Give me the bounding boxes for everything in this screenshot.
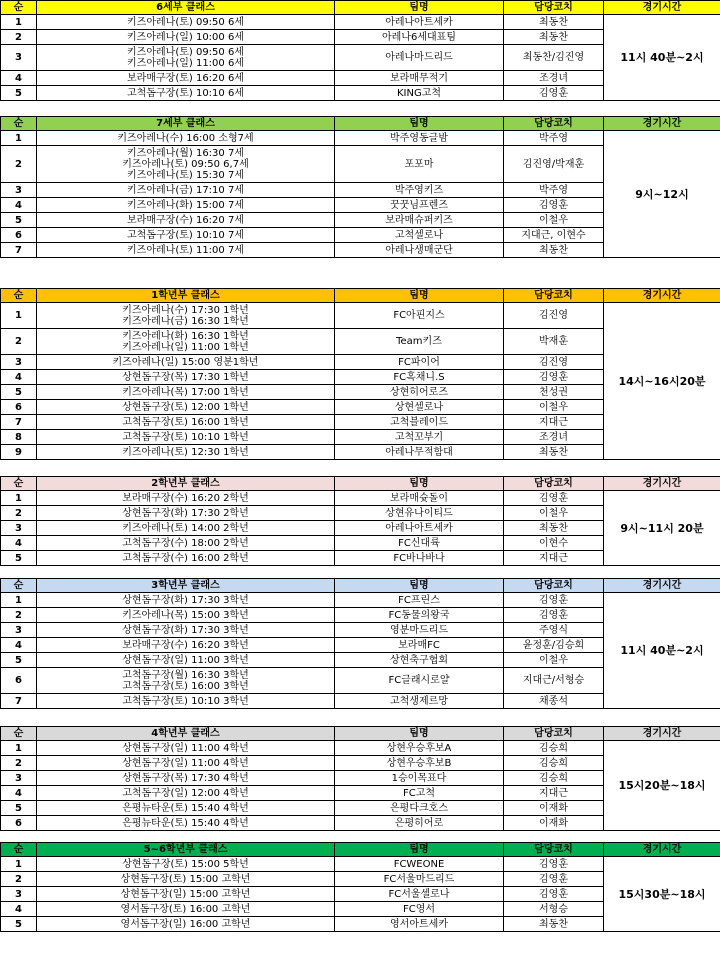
header-coach: 담당코치 bbox=[504, 289, 604, 303]
coach-name: 지대근 bbox=[504, 551, 604, 566]
class-schedule-line: 키즈아레나(금) 16:30 1학년 bbox=[122, 315, 249, 327]
class-schedule bbox=[37, 653, 335, 668]
row-number: 6 bbox=[1, 400, 37, 415]
class-schedule-line: 보라매구장(토) 16:20 6세 bbox=[127, 72, 244, 84]
class-schedule bbox=[37, 756, 335, 771]
header-time: 경기시간 bbox=[604, 1, 720, 15]
header-time: 경기시간 bbox=[604, 843, 720, 857]
class-schedule-line: 보라매구장(수) 16:20 3학년 bbox=[122, 639, 249, 651]
row-number: 4 bbox=[1, 638, 37, 653]
row-number: 2 bbox=[1, 872, 37, 887]
coach-name: 이재화 bbox=[504, 816, 604, 831]
class-block bbox=[0, 476, 720, 566]
class-schedule bbox=[37, 623, 335, 638]
coach-name: 서형승 bbox=[504, 902, 604, 917]
coach-name: 조경녀 bbox=[504, 71, 604, 86]
table-row bbox=[1, 857, 720, 872]
team-name: 박주영키즈 bbox=[335, 183, 504, 198]
coach-name: 최동찬 bbox=[504, 917, 604, 932]
coach-name: 김영훈 bbox=[504, 370, 604, 385]
row-number: 7 bbox=[1, 415, 37, 430]
row-number: 2 bbox=[1, 329, 37, 355]
header-num: 순 bbox=[1, 1, 37, 15]
header-team: 팀명 bbox=[335, 843, 504, 857]
header-num: 순 bbox=[1, 117, 37, 131]
coach-name: 김영훈 bbox=[504, 491, 604, 506]
class-schedule bbox=[37, 400, 335, 415]
team-name: 보라매슛돌이 bbox=[335, 491, 504, 506]
table-row bbox=[1, 131, 720, 146]
class-schedule bbox=[37, 917, 335, 932]
class-block bbox=[0, 0, 720, 101]
header-team: 팀명 bbox=[335, 477, 504, 491]
class-schedule bbox=[37, 491, 335, 506]
class-schedule bbox=[37, 243, 335, 258]
coach-name: 이철우 bbox=[504, 213, 604, 228]
team-name: FC신대륙 bbox=[335, 536, 504, 551]
team-name: 아레나6세대표팀 bbox=[335, 30, 504, 45]
coach-name: 김영훈 bbox=[504, 887, 604, 902]
row-number: 3 bbox=[1, 623, 37, 638]
row-number: 4 bbox=[1, 71, 37, 86]
class-schedule bbox=[37, 30, 335, 45]
block-title: 2학년부 클래스 bbox=[37, 477, 335, 491]
class-block bbox=[0, 288, 720, 460]
class-schedule bbox=[37, 608, 335, 623]
class-schedule-line: 상현돔구장(화) 17:30 3학년 bbox=[122, 624, 249, 636]
coach-name: 김승희 bbox=[504, 741, 604, 756]
row-number: 6 bbox=[1, 816, 37, 831]
class-schedule bbox=[37, 506, 335, 521]
coach-name: 박재훈 bbox=[504, 329, 604, 355]
class-schedule bbox=[37, 668, 335, 694]
team-name: 아레나무적함대 bbox=[335, 445, 504, 460]
header-team: 팀명 bbox=[335, 579, 504, 593]
row-number: 5 bbox=[1, 653, 37, 668]
header-num: 순 bbox=[1, 289, 37, 303]
team-name: KING고척 bbox=[335, 86, 504, 101]
coach-name: 지대근 bbox=[504, 786, 604, 801]
class-schedule-line: 고척돔구장(수) 18:00 2학년 bbox=[122, 537, 249, 549]
class-schedule-line: 상현돔구장(일) 11:00 3학년 bbox=[122, 654, 249, 666]
coach-name: 김진영/박재훈 bbox=[504, 146, 604, 183]
class-schedule bbox=[37, 198, 335, 213]
coach-name: 조경녀 bbox=[504, 430, 604, 445]
class-block bbox=[0, 578, 720, 709]
header-team: 팀명 bbox=[335, 727, 504, 741]
class-schedule bbox=[37, 385, 335, 400]
block-header-row bbox=[1, 727, 720, 741]
team-name: 아레나마드리드 bbox=[335, 45, 504, 71]
coach-name: 김영훈 bbox=[504, 86, 604, 101]
coach-name: 최동찬 bbox=[504, 15, 604, 30]
coach-name: 지대근, 이현수 bbox=[504, 228, 604, 243]
class-schedule-line: 키즈아레나(토) 14:00 2학년 bbox=[122, 522, 249, 534]
team-name: 보라매무적기 bbox=[335, 71, 504, 86]
coach-name: 김진영 bbox=[504, 303, 604, 329]
class-schedule-line: 키즈아레나(수) 16:00 소형7세 bbox=[117, 132, 254, 144]
coach-name: 최동찬 bbox=[504, 521, 604, 536]
row-number: 7 bbox=[1, 694, 37, 709]
class-schedule bbox=[37, 536, 335, 551]
row-number: 7 bbox=[1, 243, 37, 258]
team-name: FC혹채니.S bbox=[335, 370, 504, 385]
row-number: 5 bbox=[1, 86, 37, 101]
header-time: 경기시간 bbox=[604, 727, 720, 741]
team-name: FC바나바나 bbox=[335, 551, 504, 566]
class-schedule bbox=[37, 415, 335, 430]
row-number: 4 bbox=[1, 198, 37, 213]
class-schedule bbox=[37, 593, 335, 608]
class-schedule-line: 키즈아레나(토) 09:50 6세 bbox=[127, 16, 244, 28]
team-name: 고척생제르망 bbox=[335, 694, 504, 709]
block-title: 6세부 클래스 bbox=[37, 1, 335, 15]
class-schedule-line: 키즈아레나(화) 15:00 7세 bbox=[127, 199, 244, 211]
class-schedule-line: 상현돔구장(일) 11:00 4학년 bbox=[122, 757, 249, 769]
class-schedule bbox=[37, 445, 335, 460]
coach-name: 채종석 bbox=[504, 694, 604, 709]
class-schedule bbox=[37, 45, 335, 71]
class-schedule-line: 영서돔구장(토) 16:00 고학년 bbox=[120, 903, 251, 915]
class-schedule-line: 고척돔구장(토) 10:10 1학년 bbox=[122, 431, 249, 443]
class-schedule bbox=[37, 551, 335, 566]
team-name: 보라매슈퍼키즈 bbox=[335, 213, 504, 228]
header-coach: 담당코치 bbox=[504, 727, 604, 741]
coach-name: 지대근/서형승 bbox=[504, 668, 604, 694]
class-schedule-line: 은평뉴타운(토) 15:40 4학년 bbox=[122, 817, 249, 829]
coach-name: 김영훈 bbox=[504, 198, 604, 213]
class-schedule-line: 키즈아레나(월) 16:30 7세 bbox=[127, 147, 244, 159]
class-schedule bbox=[37, 887, 335, 902]
coach-name: 최동찬 bbox=[504, 243, 604, 258]
header-coach: 담당코치 bbox=[504, 1, 604, 15]
class-schedule bbox=[37, 183, 335, 198]
class-schedule-line: 고척돔구장(토) 10:10 7세 bbox=[127, 229, 244, 241]
row-number: 3 bbox=[1, 887, 37, 902]
game-time: 11시 40분~2시 bbox=[604, 593, 720, 709]
team-name: FC아핀지스 bbox=[335, 303, 504, 329]
coach-name: 이철우 bbox=[504, 653, 604, 668]
coach-name: 김영훈 bbox=[504, 857, 604, 872]
team-name: 1승이목표다 bbox=[335, 771, 504, 786]
row-number: 1 bbox=[1, 857, 37, 872]
team-name: 영분마드리드 bbox=[335, 623, 504, 638]
game-time: 9시~11시 20분 bbox=[604, 491, 720, 566]
team-name: 고척블레이드 bbox=[335, 415, 504, 430]
table-row bbox=[1, 741, 720, 756]
row-number: 2 bbox=[1, 30, 37, 45]
table-row bbox=[1, 303, 720, 329]
class-schedule bbox=[37, 86, 335, 101]
row-number: 2 bbox=[1, 608, 37, 623]
class-schedule-line: 보라매구장(수) 16:20 2학년 bbox=[122, 492, 249, 504]
coach-name: 박주영 bbox=[504, 131, 604, 146]
class-schedule-line: 상현돔구장(화) 17:30 3학년 bbox=[122, 594, 249, 606]
coach-name: 김영훈 bbox=[504, 593, 604, 608]
class-schedule bbox=[37, 303, 335, 329]
block-title: 3학년부 클래스 bbox=[37, 579, 335, 593]
class-schedule-line: 키즈아레나(수) 17:30 1학년 bbox=[122, 304, 249, 316]
block-header-row bbox=[1, 579, 720, 593]
row-number: 1 bbox=[1, 593, 37, 608]
row-number: 2 bbox=[1, 756, 37, 771]
game-time: 9시~12시 bbox=[604, 131, 720, 258]
row-number: 1 bbox=[1, 741, 37, 756]
class-schedule-line: 키즈아레나(토) 11:00 7세 bbox=[127, 244, 244, 256]
block-header-row bbox=[1, 117, 720, 131]
class-schedule-line: 키즈아레나(토) 12:30 1학년 bbox=[122, 446, 249, 458]
class-schedule bbox=[37, 329, 335, 355]
header-time: 경기시간 bbox=[604, 117, 720, 131]
class-schedule bbox=[37, 355, 335, 370]
row-number: 5 bbox=[1, 213, 37, 228]
row-number: 4 bbox=[1, 370, 37, 385]
row-number: 4 bbox=[1, 536, 37, 551]
team-name: 아레나아트세카 bbox=[335, 521, 504, 536]
class-schedule-line: 키즈아레나(목) 17:00 1학년 bbox=[122, 386, 249, 398]
coach-name: 이철우 bbox=[504, 506, 604, 521]
row-number: 9 bbox=[1, 445, 37, 460]
class-schedule bbox=[37, 857, 335, 872]
class-schedule bbox=[37, 872, 335, 887]
game-time: 14시~16시20분 bbox=[604, 303, 720, 460]
class-schedule-line: 상현돔구장(토) 15:00 5학년 bbox=[122, 858, 249, 870]
class-schedule bbox=[37, 771, 335, 786]
header-num: 순 bbox=[1, 727, 37, 741]
table-row bbox=[1, 15, 720, 30]
class-schedule bbox=[37, 213, 335, 228]
team-name: FC서울마드리드 bbox=[335, 872, 504, 887]
coach-name: 지대근 bbox=[504, 415, 604, 430]
class-schedule bbox=[37, 430, 335, 445]
team-name: FC영서 bbox=[335, 902, 504, 917]
coach-name: 이현수 bbox=[504, 536, 604, 551]
coach-name: 윤정훈/김승희 bbox=[504, 638, 604, 653]
class-schedule-line: 보라매구장(수) 16:20 7세 bbox=[127, 214, 244, 226]
header-team: 팀명 bbox=[335, 1, 504, 15]
coach-name: 박주영 bbox=[504, 183, 604, 198]
class-schedule-line: 키즈아레나(토) 09:50 6세 bbox=[127, 46, 244, 58]
team-name: 은평다크호스 bbox=[335, 801, 504, 816]
team-name: 영서아트세카 bbox=[335, 917, 504, 932]
coach-name: 김영훈 bbox=[504, 608, 604, 623]
team-name: FC글래시로얄 bbox=[335, 668, 504, 694]
class-schedule-line: 키즈아레나(금) 17:10 7세 bbox=[127, 184, 244, 196]
class-schedule bbox=[37, 801, 335, 816]
team-name: 상현축구협회 bbox=[335, 653, 504, 668]
coach-name: 최동찬 bbox=[504, 445, 604, 460]
class-schedule-line: 상현돔구장(토) 12:00 1학년 bbox=[122, 401, 249, 413]
row-number: 1 bbox=[1, 491, 37, 506]
row-number: 5 bbox=[1, 385, 37, 400]
class-block bbox=[0, 842, 720, 932]
row-number: 3 bbox=[1, 355, 37, 370]
header-num: 순 bbox=[1, 477, 37, 491]
class-schedule bbox=[37, 131, 335, 146]
class-schedule-line: 키즈아레나(토) 15:30 7세 bbox=[127, 169, 244, 181]
class-schedule-line: 키즈아레나(일) 11:00 6세 bbox=[127, 57, 244, 69]
row-number: 3 bbox=[1, 183, 37, 198]
team-name: 고척꼬부기 bbox=[335, 430, 504, 445]
class-schedule-line: 고척돔구장(토) 16:00 3학년 bbox=[122, 680, 249, 692]
row-number: 1 bbox=[1, 303, 37, 329]
block-title: 7세부 클래스 bbox=[37, 117, 335, 131]
block-header-row bbox=[1, 289, 720, 303]
coach-name: 김승희 bbox=[504, 771, 604, 786]
class-schedule-line: 키즈아레나(일) 15:00 영분1학년 bbox=[112, 356, 259, 368]
game-time: 15시20분~18시 bbox=[604, 741, 720, 831]
header-time: 경기시간 bbox=[604, 477, 720, 491]
coach-name: 최동찬/김진영 bbox=[504, 45, 604, 71]
header-coach: 담당코치 bbox=[504, 477, 604, 491]
class-schedule-line: 키즈아레나(토) 09:50 6,7세 bbox=[122, 158, 249, 170]
team-name: 고척셀로나 bbox=[335, 228, 504, 243]
team-name: FC서울셀로나 bbox=[335, 887, 504, 902]
header-team: 팀명 bbox=[335, 117, 504, 131]
row-number: 1 bbox=[1, 15, 37, 30]
team-name: FC동물의왕국 bbox=[335, 608, 504, 623]
coach-name: 최동찬 bbox=[504, 30, 604, 45]
class-block bbox=[0, 726, 720, 831]
block-header-row bbox=[1, 1, 720, 15]
row-number: 3 bbox=[1, 771, 37, 786]
team-name: FC프린스 bbox=[335, 593, 504, 608]
header-coach: 담당코치 bbox=[504, 117, 604, 131]
header-team: 팀명 bbox=[335, 289, 504, 303]
class-schedule bbox=[37, 228, 335, 243]
class-schedule-line: 영서돔구장(일) 16:00 고학년 bbox=[120, 918, 251, 930]
row-number: 4 bbox=[1, 786, 37, 801]
team-name: 꿋꿋님프렌즈 bbox=[335, 198, 504, 213]
row-number: 2 bbox=[1, 506, 37, 521]
class-schedule-line: 고척돔구장(월) 16:30 3학년 bbox=[122, 669, 249, 681]
header-time: 경기시간 bbox=[604, 289, 720, 303]
class-schedule bbox=[37, 694, 335, 709]
class-block bbox=[0, 116, 720, 258]
class-schedule-line: 고척돔구장(토) 10:10 3학년 bbox=[122, 695, 249, 707]
class-schedule-line: 키즈아레나(일) 11:00 1학년 bbox=[122, 341, 249, 353]
class-schedule-line: 상현돔구장(일) 15:00 고학년 bbox=[120, 888, 251, 900]
game-time: 11시 40분~2시 bbox=[604, 15, 720, 101]
game-time: 15시30분~18시 bbox=[604, 857, 720, 932]
class-schedule bbox=[37, 638, 335, 653]
coach-name: 이철우 bbox=[504, 400, 604, 415]
team-name: 아레나생매군단 bbox=[335, 243, 504, 258]
team-name: 상현셀로나 bbox=[335, 400, 504, 415]
header-num: 순 bbox=[1, 579, 37, 593]
team-name: 보라매FC bbox=[335, 638, 504, 653]
coach-name: 주영식 bbox=[504, 623, 604, 638]
row-number: 1 bbox=[1, 131, 37, 146]
class-schedule bbox=[37, 741, 335, 756]
class-schedule-line: 상현돔구장(토) 15:00 고학년 bbox=[120, 873, 251, 885]
class-schedule bbox=[37, 370, 335, 385]
row-number: 5 bbox=[1, 917, 37, 932]
row-number: 5 bbox=[1, 551, 37, 566]
coach-name: 이재화 bbox=[504, 801, 604, 816]
team-name: 포포마 bbox=[335, 146, 504, 183]
class-schedule bbox=[37, 521, 335, 536]
team-name: 상현우승후보B bbox=[335, 756, 504, 771]
class-schedule-line: 고척돔구장(일) 12:00 4학년 bbox=[122, 787, 249, 799]
class-schedule bbox=[37, 816, 335, 831]
block-title: 4학년부 클래스 bbox=[37, 727, 335, 741]
header-coach: 담당코치 bbox=[504, 579, 604, 593]
team-name: 상현우승후보A bbox=[335, 741, 504, 756]
team-name: 아레나아트세카 bbox=[335, 15, 504, 30]
team-name: 상현히어로즈 bbox=[335, 385, 504, 400]
block-header-row bbox=[1, 477, 720, 491]
class-schedule-line: 키즈아레나(목) 15:00 3학년 bbox=[122, 609, 249, 621]
block-header-row bbox=[1, 843, 720, 857]
class-schedule-line: 고척돔구장(토) 10:10 6세 bbox=[127, 87, 244, 99]
row-number: 6 bbox=[1, 668, 37, 694]
block-title: 1학년부 클래스 bbox=[37, 289, 335, 303]
class-schedule-line: 고척돔구장(수) 16:00 2학년 bbox=[122, 552, 249, 564]
row-number: 4 bbox=[1, 902, 37, 917]
table-row bbox=[1, 491, 720, 506]
coach-name: 김승희 bbox=[504, 756, 604, 771]
class-schedule-line: 키즈아레나(화) 16:30 1학년 bbox=[122, 330, 249, 342]
class-schedule bbox=[37, 146, 335, 183]
row-number: 8 bbox=[1, 430, 37, 445]
team-name: 박주영동글밤 bbox=[335, 131, 504, 146]
row-number: 2 bbox=[1, 146, 37, 183]
class-schedule-line: 키즈아레나(일) 10:00 6세 bbox=[127, 31, 244, 43]
header-coach: 담당코치 bbox=[504, 843, 604, 857]
header-time: 경기시간 bbox=[604, 579, 720, 593]
class-schedule-line: 상현돔구장(화) 17:30 2학년 bbox=[122, 507, 249, 519]
team-name: FC파이어 bbox=[335, 355, 504, 370]
team-name: FCWEONE bbox=[335, 857, 504, 872]
class-schedule-line: 상현돔구장(목) 17:30 1학년 bbox=[122, 371, 249, 383]
class-schedule-line: 고척돔구장(토) 16:00 1학년 bbox=[122, 416, 249, 428]
class-schedule-line: 상현돔구장(목) 17:30 4학년 bbox=[122, 772, 249, 784]
row-number: 3 bbox=[1, 521, 37, 536]
class-schedule bbox=[37, 71, 335, 86]
team-name: 은평히어로 bbox=[335, 816, 504, 831]
coach-name: 천성권 bbox=[504, 385, 604, 400]
table-row bbox=[1, 593, 720, 608]
coach-name: 김영훈 bbox=[504, 872, 604, 887]
class-schedule bbox=[37, 15, 335, 30]
team-name: Team키즈 bbox=[335, 329, 504, 355]
team-name: 상현유나이티드 bbox=[335, 506, 504, 521]
class-schedule-line: 상현돔구장(일) 11:00 4학년 bbox=[122, 742, 249, 754]
row-number: 3 bbox=[1, 45, 37, 71]
class-schedule bbox=[37, 786, 335, 801]
class-schedule-line: 은평뉴타운(토) 15:40 4학년 bbox=[122, 802, 249, 814]
coach-name: 김진영 bbox=[504, 355, 604, 370]
row-number: 5 bbox=[1, 801, 37, 816]
row-number: 6 bbox=[1, 228, 37, 243]
team-name: FC고척 bbox=[335, 786, 504, 801]
header-num: 순 bbox=[1, 843, 37, 857]
block-title: 5~6학년부 클래스 bbox=[37, 843, 335, 857]
class-schedule bbox=[37, 902, 335, 917]
